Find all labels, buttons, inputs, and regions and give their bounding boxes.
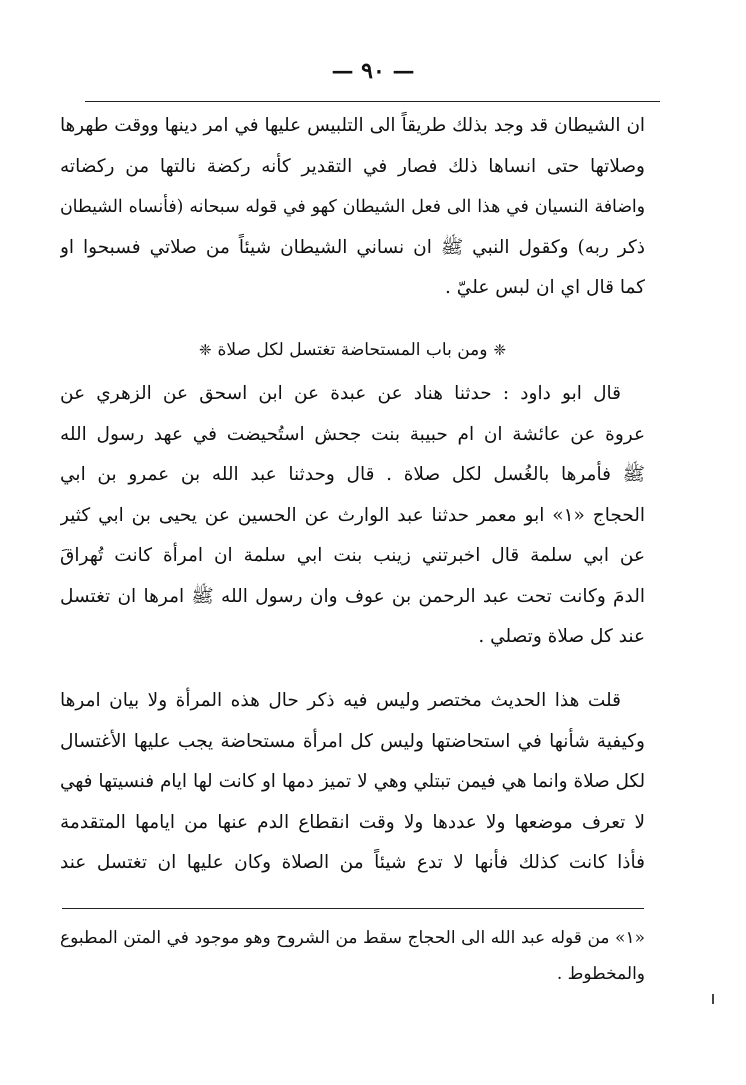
section-title: ومن باب المستحاضة تغتسل لكل صلاة (217, 340, 488, 360)
text-line: ﷺ فأمرها بالغُسل لكل صلاة . قال وحدثنا عبد الله بن عمرو بن ابي (60, 464, 645, 485)
margin-mark (712, 994, 714, 1004)
text-line: الدمَ وكانت تحت عبد الرحمن بن عوف وان رسول الله ﷺ امرها ان تغتسل (60, 585, 645, 607)
text-line: الحجاج «١» ابو معمر حدثنا عبد الوارث عن الحسين عن يحيى بن ابي كثير (60, 504, 645, 526)
paragraph-commentary (60, 681, 645, 884)
paragraph-continuation (60, 106, 645, 309)
text-line: كما قال اي ان لبس عليّ . (445, 277, 645, 298)
paragraph-hadith (60, 374, 645, 658)
text-line: لكل صلاة وانما هي فيمن تبتلي وهي لا تميز دمها او كانت لها ايام فنسيتها فهي (60, 771, 645, 792)
footnote-rule (62, 908, 644, 909)
text-line: عند كل صلاة وتصلي . (478, 626, 645, 647)
text-line: عروة عن عائشة ان ام حبيبة بنت جحش استُحيضت في عهد رسول الله (60, 423, 645, 445)
text-line: قال ابو داود : حدثنا هناد عن عبدة عن ابن اسحق عن الزهري عن (60, 383, 621, 404)
page-number: — ٩٠ — (331, 58, 415, 84)
text-line: ان الشيطان قد وجد بذلك طريقاً الى التلبيس عليها في امر دينها ووقت طهرها (60, 115, 645, 136)
text-line: وكيفية شأنها في استحاضتها وليس كل امرأة مستحاضة يجب عليها الأغتسال (60, 730, 645, 752)
text-line: لا تعرف موضعها ولا عددها ولا وقت انقطاع الدم عنها من ايامها المتقدمة (60, 811, 645, 833)
text-line: عن ابي سلمة قال اخبرتني زينب بنت ابي سلمة ان امرأة كانت تُهراقَ (60, 545, 645, 566)
text-line: فأذا كانت كذلك فأنها لا تدع شيئاً من الصلاة وكان عليها ان تغتسل عند (60, 852, 645, 873)
footnote-line: والمخطوط . (556, 964, 645, 984)
ornament-icon: ❈ (198, 341, 212, 359)
ornament-icon: ❈ (493, 341, 507, 359)
text-line: وصلاتها حتى انساها ذلك فصار في التقدير كأنه ركضة نالتها من ركضاته (60, 155, 645, 177)
text-line: قلت هذا الحديث مختصر وليس فيه ذكر حال هذه المرأة ولا بيان امرها (60, 690, 621, 711)
text-line: واضافة النسيان في هذا الى فعل الشيطان كهو في قوله سبحانه (فأنساه الشيطان (60, 197, 645, 217)
text-line: ذكر ربه) وكقول النبي ﷺ ان نساني الشيطان شيئاً من صلاتي فسبحوا او (60, 236, 645, 258)
footnote (60, 920, 645, 992)
section-heading (60, 330, 645, 370)
header-rule (85, 101, 660, 102)
footnote-line: «١» من قوله عبد الله الى الحجاج سقط من الشروح وهو موجود في المتن المطبوع (60, 928, 645, 948)
